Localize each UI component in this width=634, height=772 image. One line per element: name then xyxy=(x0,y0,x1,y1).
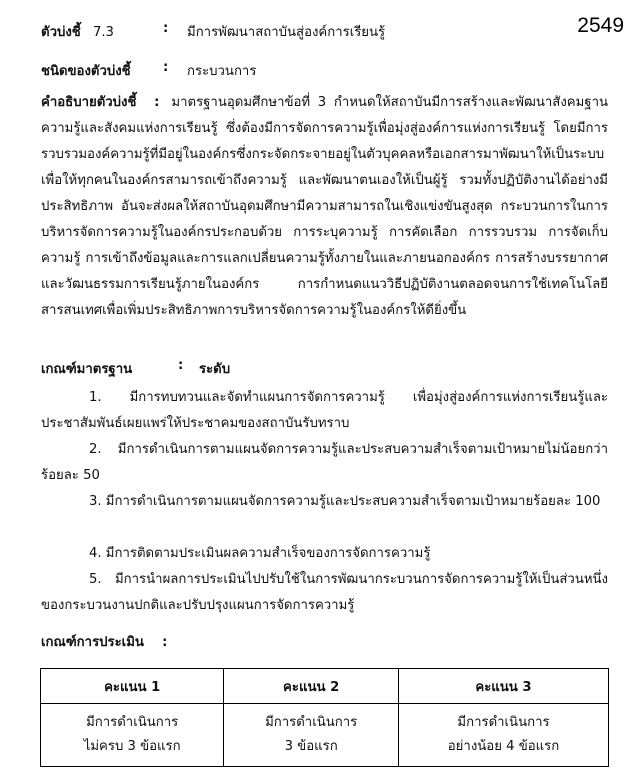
description-paragraph xyxy=(41,90,608,324)
indicator-row xyxy=(41,21,386,42)
indicator-type-row xyxy=(41,60,257,81)
score-2-header: คะแนน 2 xyxy=(224,669,399,704)
score-table xyxy=(40,668,609,767)
indicator-colon: : xyxy=(163,21,169,36)
criteria-item-4: 4. มีการติดตามประเมินผลความสำเร็จของการจัดการความรู้ xyxy=(89,546,431,561)
description-text: มาตรฐานอุดมศึกษาข้อที่ 3 กำหนดให้สถาบันมีการสร้างและพัฒนาสังคมฐานความรู้และสังคมแห่งการเรียนรู้ ซึ่งต้องมีการจัดการความรู้เพื่อมุ่งสู่องค์การแห่งการเรียนรู้ โดยมีการรวบรวมองค์ความรู้ที่มีอยู่ในองค์กรซึ่งกระจัดกระจายอยู่ในตัวบุคคลหรือเอกสารมาพัฒนาให้เป็นระบบ เพื่อให้ทุกคนในองค์กรสามารถเข้าถึงความรู้ และพัฒนาตนเองให้เป็นผู้รู้ รวมทั้งปฏิบัติงานได้อย่างมีประสิทธิภาพ อันจะส่งผลให้สถาบันอุดมศึกษามีความสามารถในเชิงแข่งขันสูงสุด กระบวนการในการบริหารจัดการความรู้ในองค์กรประกอบด้วย การระบุความรู้ การคัดเลือก การรวบรวม การจัดเก็บความรู้ การเข้าถึงข้อมูลและการแลกเปลี่ยนความรู้ทั้งภายในและภายนอกองค์กร การสร้างบรรยากาศและวัฒนธรรมการเรียนรู้ภายในองค์กร การกำหนดแนววิธีปฏิบัติงานตลอดจนการใช้เทคโนโลยีสารสนเทศเพื่อเพิ่มประสิทธิภาพการบริหารจัดการความรู้ในองค์กรให้ดียิ่งขึ้น xyxy=(41,95,608,318)
page-number: 2549 xyxy=(577,14,624,37)
criteria-item-3: 3. มีการดำเนินการตามแผนจัดการความรู้และประสบความสำเร็จตามเป้าหมายร้อยละ 100 xyxy=(89,494,601,509)
evaluation-heading xyxy=(41,631,167,652)
score-3-header: คะแนน 3 xyxy=(398,669,608,704)
score-1-header: คะแนน 1 xyxy=(41,669,224,704)
score-table-header-row xyxy=(41,669,609,704)
indicator-number: 7.3 xyxy=(92,25,114,40)
score-3-line-1: มีการดำเนินการ xyxy=(457,715,550,730)
score-2-line-2: 3 ข้อแรก xyxy=(284,739,338,754)
indicator-type-label: ชนิดของตัวบ่งชี้ xyxy=(41,64,131,79)
score-3-line-2: อย่างน้อย 4 ข้อแรก xyxy=(447,739,560,754)
criteria-colon: : xyxy=(178,358,184,373)
score-table-row xyxy=(41,704,609,767)
score-1-cell xyxy=(41,704,224,767)
criteria-item-1: 1. มีการทบทวนและจัดทำแผนการจัดการความรู้ เพื่อมุ่งสู่องค์การแห่งการเรียนรู้และประชาสัมพันธ์เผยแพร่ให้ประชาคมของสถาบันรับทราบ xyxy=(41,390,608,431)
score-2-cell xyxy=(224,704,399,767)
score-2-line-1: มีการดำเนินการ xyxy=(265,715,358,730)
indicator-type-value: กระบวนการ xyxy=(187,64,257,79)
criteria-level-label: ระดับ xyxy=(199,362,231,377)
criteria-heading xyxy=(41,358,231,379)
description-colon: : xyxy=(154,95,160,110)
evaluation-colon: : xyxy=(162,635,168,650)
score-1-line-2: ไม่ครบ 3 ข้อแรก xyxy=(83,739,181,754)
indicator-title: มีการพัฒนาสถาบันสู่องค์การเรียนรู้ xyxy=(187,25,386,40)
description-label: คำอธิบายตัวบ่งชี้ xyxy=(41,95,137,110)
criteria-label: เกณฑ์มาตรฐาน xyxy=(41,362,133,377)
criteria-item-2: 2. มีการดำเนินการตามแผนจัดการความรู้และประสบความสำเร็จตามเป้าหมายไม่น้อยกว่าร้อยละ 50 xyxy=(41,442,608,483)
indicator-type-colon: : xyxy=(163,60,169,75)
score-3-cell xyxy=(398,704,608,767)
score-1-line-1: มีการดำเนินการ xyxy=(86,715,179,730)
criteria-item-5: 5. มีการนำผลการประเมินไปปรับใช้ในการพัฒนากระบวนการจัดการความรู้ให้เป็นส่วนหนึ่งของกระบวนงานปกติและปรับปรุงแผนการจัดการความรู้ xyxy=(41,572,608,613)
indicator-label: ตัวบ่งชี้ xyxy=(41,25,81,40)
evaluation-label: เกณฑ์การประเมิน xyxy=(41,635,144,650)
